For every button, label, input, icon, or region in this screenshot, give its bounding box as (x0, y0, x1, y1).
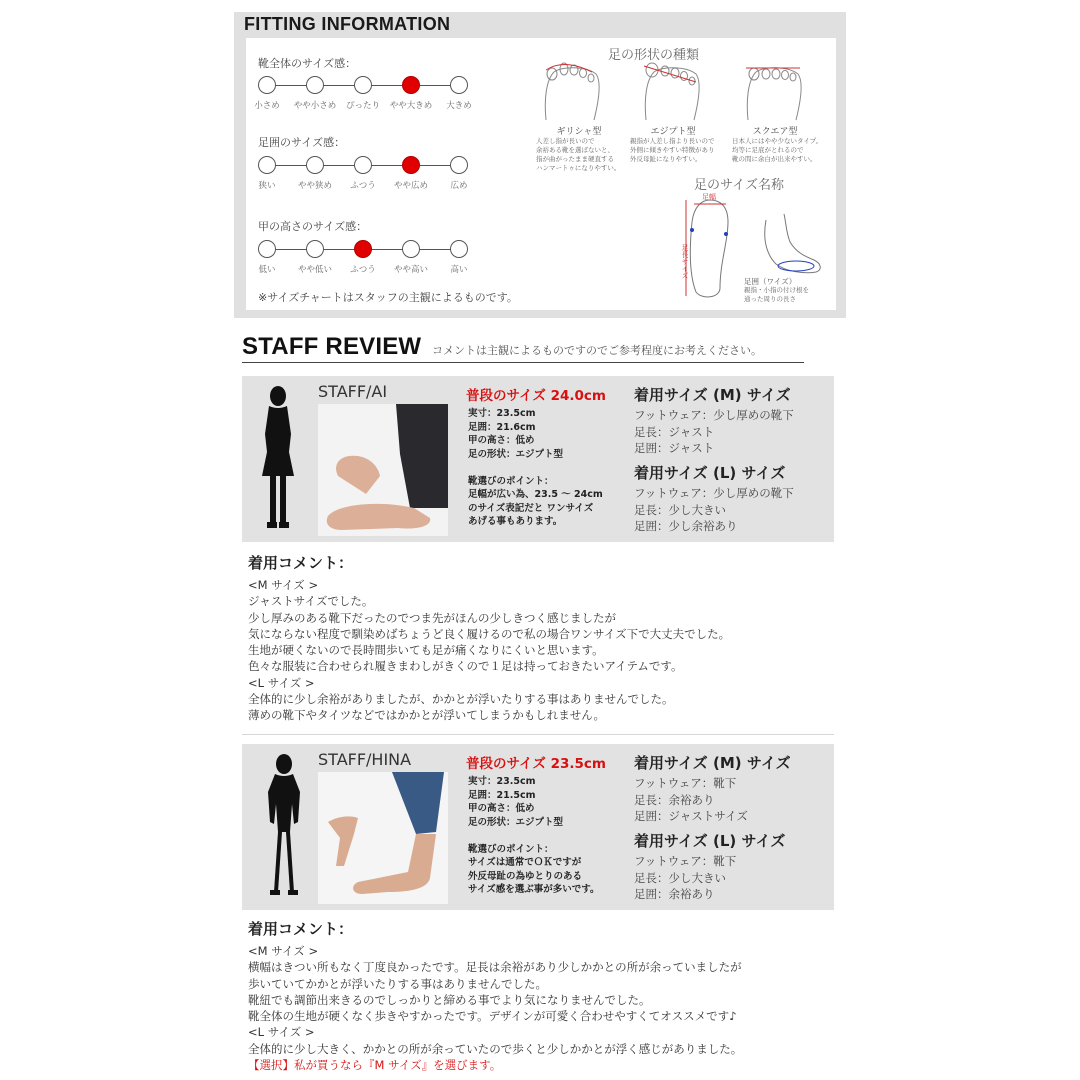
scale-tick: 高い (450, 265, 468, 275)
worn-size-m-details: フットウェア：少し厚めの靴下 足長：ジャスト 足囲：ジャスト (634, 408, 794, 455)
scale-tick: やや低い (297, 265, 332, 275)
worn-size-m-head: 着用サイズ (M) サイズ (634, 386, 791, 404)
wear-comment-head: 着用コメント： (248, 554, 354, 572)
staff-silhouette-icon (262, 752, 306, 902)
scale-dot (450, 240, 468, 258)
greek-type-desc: 人差し指が長いので 余裕ある靴を選ばないと、 指が曲がったまま硬直する ハンマートゥになりやすい。 (536, 137, 621, 172)
foot-girth-desc: 親指・小指の付け根を 通った周りの長さ (744, 286, 809, 303)
scale-tick: 狭い (258, 181, 276, 191)
square-foot-icon (746, 68, 801, 120)
wear-comment-head: 着用コメント： (248, 920, 354, 938)
size-chart-note: ※サイズチャートはスタッフの主観によるものです。 (258, 291, 518, 304)
selection-line (248, 1057, 742, 1073)
scale-dot (354, 76, 372, 94)
scale-tick: ふつう (350, 265, 376, 275)
card-separator (242, 734, 834, 735)
foot-girth-label: 足囲（ワイズ） (744, 277, 797, 286)
egyptian-foot-icon (644, 63, 699, 120)
worn-size-m-head: 着用サイズ (M) サイズ (634, 754, 791, 772)
worn-size-l-head: 着用サイズ (L) サイズ (634, 832, 786, 850)
overall-size-label: 靴全体のサイズ感： (258, 57, 357, 70)
staff-review-title: STAFF REVIEW (242, 333, 422, 360)
fitting-info-title: FITTING INFORMATION (244, 14, 451, 34)
scale-tick: 小さめ (254, 101, 280, 111)
usual-size: 普段のサイズ 23.5cm (466, 756, 606, 772)
instep-size-label: 甲の高さのサイズ感： (258, 220, 368, 233)
greek-foot-icon (545, 63, 599, 120)
scale-tick: やや広め (393, 181, 428, 191)
scale-dot (258, 240, 276, 258)
scale-dot (258, 156, 276, 174)
scale-tick: やや高い (393, 265, 428, 275)
egyptian-type-label: エジプト型 (650, 127, 696, 137)
egyptian-type-desc: 親指が人差し指より長いので 外側に傾きやすい特徴があり 外反母趾になりやすい。 (630, 137, 715, 163)
scale-dot (450, 76, 468, 94)
scale-tick: 低い (258, 265, 276, 275)
square-type-label: スクエア型 (752, 127, 798, 137)
selection-tag: 【選択】 (248, 1058, 294, 1073)
foot-length-label: 足長サイズ (681, 244, 689, 279)
staff-specs: 実寸：23.5cm 足囲：21.6cm 甲の高さ：低め 足の形状：エジプト型 靴選びのポイント： 足幅が広い為、23.5 ～ 24cm のサイズ表記だと ワンサイズ あげる事もあります。 (468, 408, 603, 527)
scale-dot-selected (354, 240, 372, 258)
staff-review-divider (242, 362, 804, 363)
staff-foot-photo (318, 772, 448, 904)
overall-size-scale (254, 76, 478, 116)
scale-dot-selected (402, 156, 420, 174)
scale-dot (450, 156, 468, 174)
scale-tick: 大きめ (446, 101, 472, 111)
scale-tick: ぴったり (345, 101, 380, 111)
foot-shape-illustrations (536, 60, 826, 122)
staff-review-subtitle: コメントは主観によるものですのでご参考程度にお考えください。 (432, 344, 762, 357)
scale-dot (354, 156, 372, 174)
worn-size-m-details: フットウェア：靴下 足長：余裕あり 足囲：ジャストサイズ (634, 776, 748, 823)
selection-text: 私が買うなら『M サイズ』を選びます。 (294, 1058, 502, 1073)
foot-photo-image (318, 404, 448, 536)
foot-photo-image (318, 772, 448, 904)
staff-specs: 実寸：23.5cm 足囲：21.5cm 甲の高さ：低め 足の形状：エジプト型 靴選びのポイント： サイズは通常でＯＫですが 外反母趾の為ゆとりのある サイズ感を選ぶ事が多いです。 (468, 776, 600, 895)
worn-size-l-head: 着用サイズ (L) サイズ (634, 464, 786, 482)
foot-shapes-title: 足の形状の種類 (608, 48, 700, 63)
staff-name: STAFF/HINA (318, 750, 412, 769)
foot-size-names-title: 足のサイズ名称 (694, 178, 784, 193)
scale-tick: やや大きめ (389, 101, 433, 111)
girth-size-label: 足囲のサイズ感： (258, 136, 346, 149)
scale-dot-selected (402, 76, 420, 94)
staff-foot-photo (318, 404, 448, 536)
scale-dot (306, 156, 324, 174)
staff-name: STAFF/AI (318, 382, 388, 401)
foot-width-label: 足幅 (702, 193, 716, 201)
wear-comment-body: <M サイズ > ジャストサイズでした。 少し厚みのある靴下だったのでつま先がほんの少しきつく感じましたが 気にならない程度で馴染めばちょうど良く履けるので私の場合ワンサイズ下で大丈夫でした。 生地が硬くないので長時間歩いても足が痛くなりにくいと思います。 色々な服装に合わせられ履きまわしがきくので１足は持っておきたいアイテムです。 <L サイズ > 全体的に少し余裕がありましたが、かかとが浮いたりする事はありませんでした。 薄めの靴下やタイツなどではかかとが浮いてしまうかもしれません。 (248, 578, 731, 723)
girth-size-scale (258, 156, 478, 196)
wear-comment-body: <M サイズ > 横幅はきつい所もなく丁度良かったです。足長は余裕があり少しかかとの所が余っていましたが 歩いていてかかとが浮いたりする事はありませんでした。 靴紐でも調節出来きるのでしっかりと締める事でより気になりませんでした。 靴全体の生地が硬くなく歩きやすかったです。デザインが可愛く合わせやすくてオススメです♪ <L サイズ > 全体的に少し大きく、かかとの所が余っていたので歩くと少しかかとが浮く感じがありました。 【選択】私が買うなら『M サイズ』を選びます。 (248, 944, 743, 1073)
scale-tick: やや狭め (297, 181, 332, 191)
scale-tick: ふつう (350, 181, 376, 191)
foot-outline-icon (690, 200, 728, 297)
usual-size: 普段のサイズ 24.0cm (466, 388, 606, 404)
scale-dot (306, 76, 324, 94)
scale-dot (306, 240, 324, 258)
scale-dot (402, 240, 420, 258)
scale-tick: 広め (450, 181, 468, 191)
square-type-desc: 日本人にはやや少ないタイプ。 均等に足底がとれるので 靴の間に余白が出来やすい。 (732, 137, 823, 163)
scale-dot (258, 76, 276, 94)
worn-size-l-details: フットウェア：靴下 足長：少し大きい 足囲：余裕あり (634, 854, 737, 901)
staff-silhouette-icon (258, 384, 298, 534)
scale-tick: やや小さめ (293, 101, 337, 111)
instep-size-scale (258, 240, 478, 280)
worn-size-l-details: フットウェア：少し厚めの靴下 足長：少し大きい 足囲：少し余裕あり (634, 486, 794, 533)
greek-type-label: ギリシャ型 (556, 127, 602, 137)
